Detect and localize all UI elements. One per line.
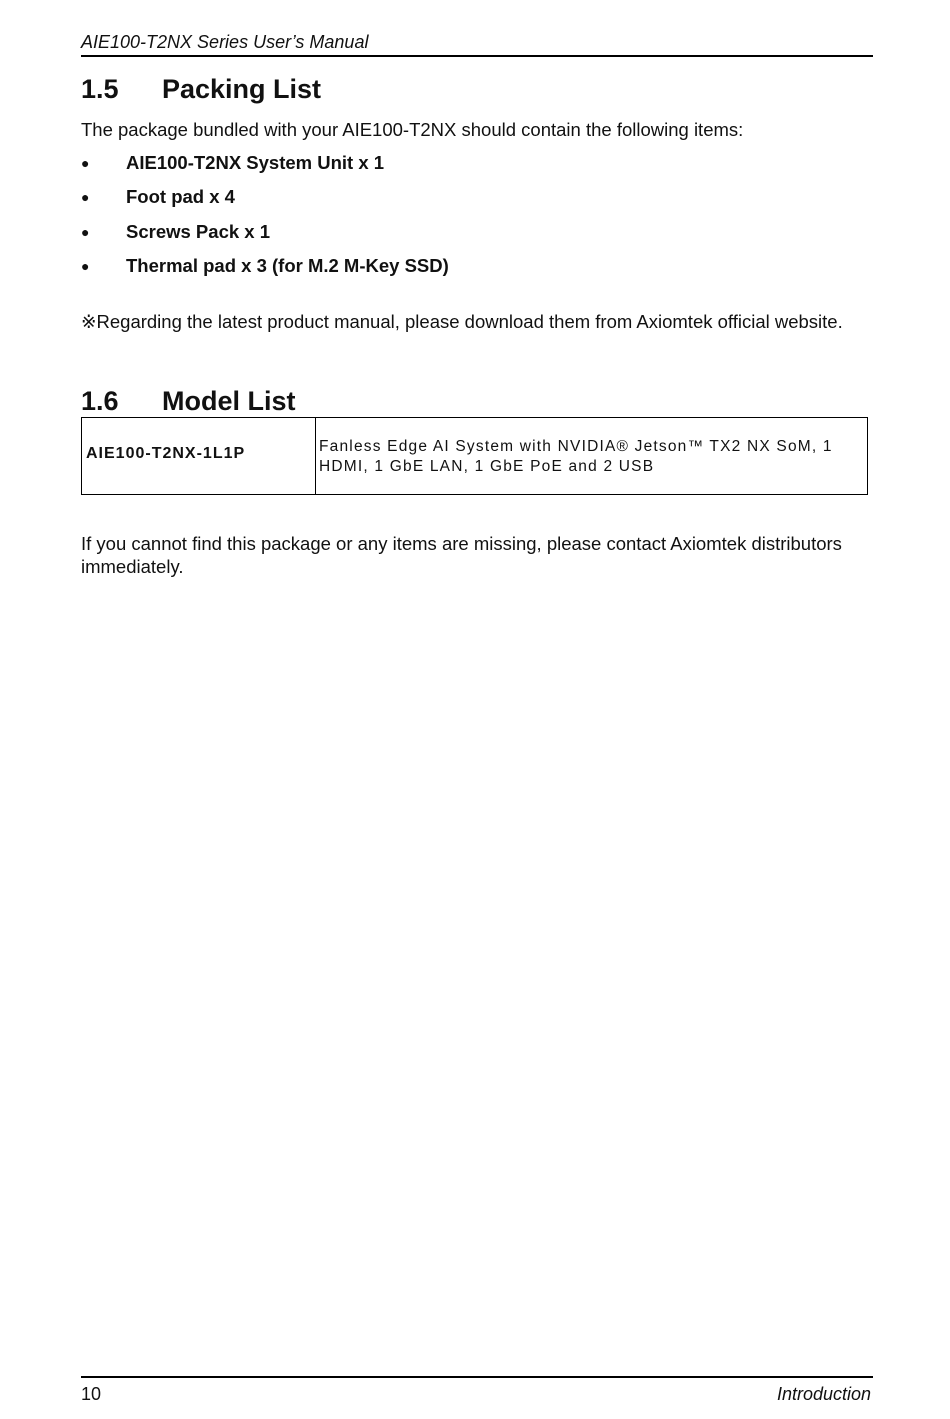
page-header bbox=[81, 30, 873, 57]
list-item-label: Thermal pad x 3 (for M.2 M-Key SSD) bbox=[126, 254, 449, 276]
packing-list-intro: The package bundled with your AIE100-T2NX should contain the following items: bbox=[81, 119, 744, 140]
packing-items-list bbox=[81, 151, 449, 288]
contact-note: If you cannot find this package or any items are missing, please contact Axiomtek distributors immediately. bbox=[81, 533, 842, 577]
bullet-icon: ● bbox=[81, 189, 90, 206]
model-description-cell: Fanless Edge AI System with NVIDIA® Jetson™ TX2 NX SoM, 1 HDMI, 1 GbE LAN, 1 GbE PoE and 2 USB bbox=[316, 418, 868, 495]
list-item-label: AIE100-T2NX System Unit x 1 bbox=[126, 152, 385, 173]
list-item bbox=[81, 185, 449, 219]
list-item bbox=[81, 151, 449, 185]
section-title: Packing List bbox=[162, 74, 322, 104]
model-list-heading bbox=[81, 386, 296, 417]
page-footer bbox=[81, 1376, 873, 1408]
list-item-label: Foot pad x 4 bbox=[126, 186, 235, 208]
bullet-icon: ● bbox=[81, 223, 90, 240]
list-item bbox=[81, 220, 449, 254]
packing-list-heading bbox=[81, 74, 321, 105]
manual-download-note: ※Regarding the latest product manual, please download them from Axiomtek official website. bbox=[81, 311, 843, 332]
list-item-label: Screws Pack x 1 bbox=[126, 220, 270, 242]
page-number: 10 bbox=[81, 1384, 102, 1404]
section-number: 1.5 bbox=[81, 74, 119, 104]
list-item bbox=[81, 254, 449, 288]
bullet-icon: ● bbox=[81, 257, 90, 274]
table-row bbox=[82, 418, 868, 495]
footer-section-name: Introduction bbox=[776, 1384, 871, 1404]
manual-title: AIE100-T2NX Series User’s Manual bbox=[81, 32, 369, 52]
bullet-icon: ● bbox=[81, 155, 90, 171]
section-number: 1.6 bbox=[81, 386, 119, 416]
model-table bbox=[81, 417, 868, 495]
section-title: Model List bbox=[162, 386, 296, 416]
model-name-cell: AIE100-T2NX-1L1P bbox=[82, 418, 316, 495]
